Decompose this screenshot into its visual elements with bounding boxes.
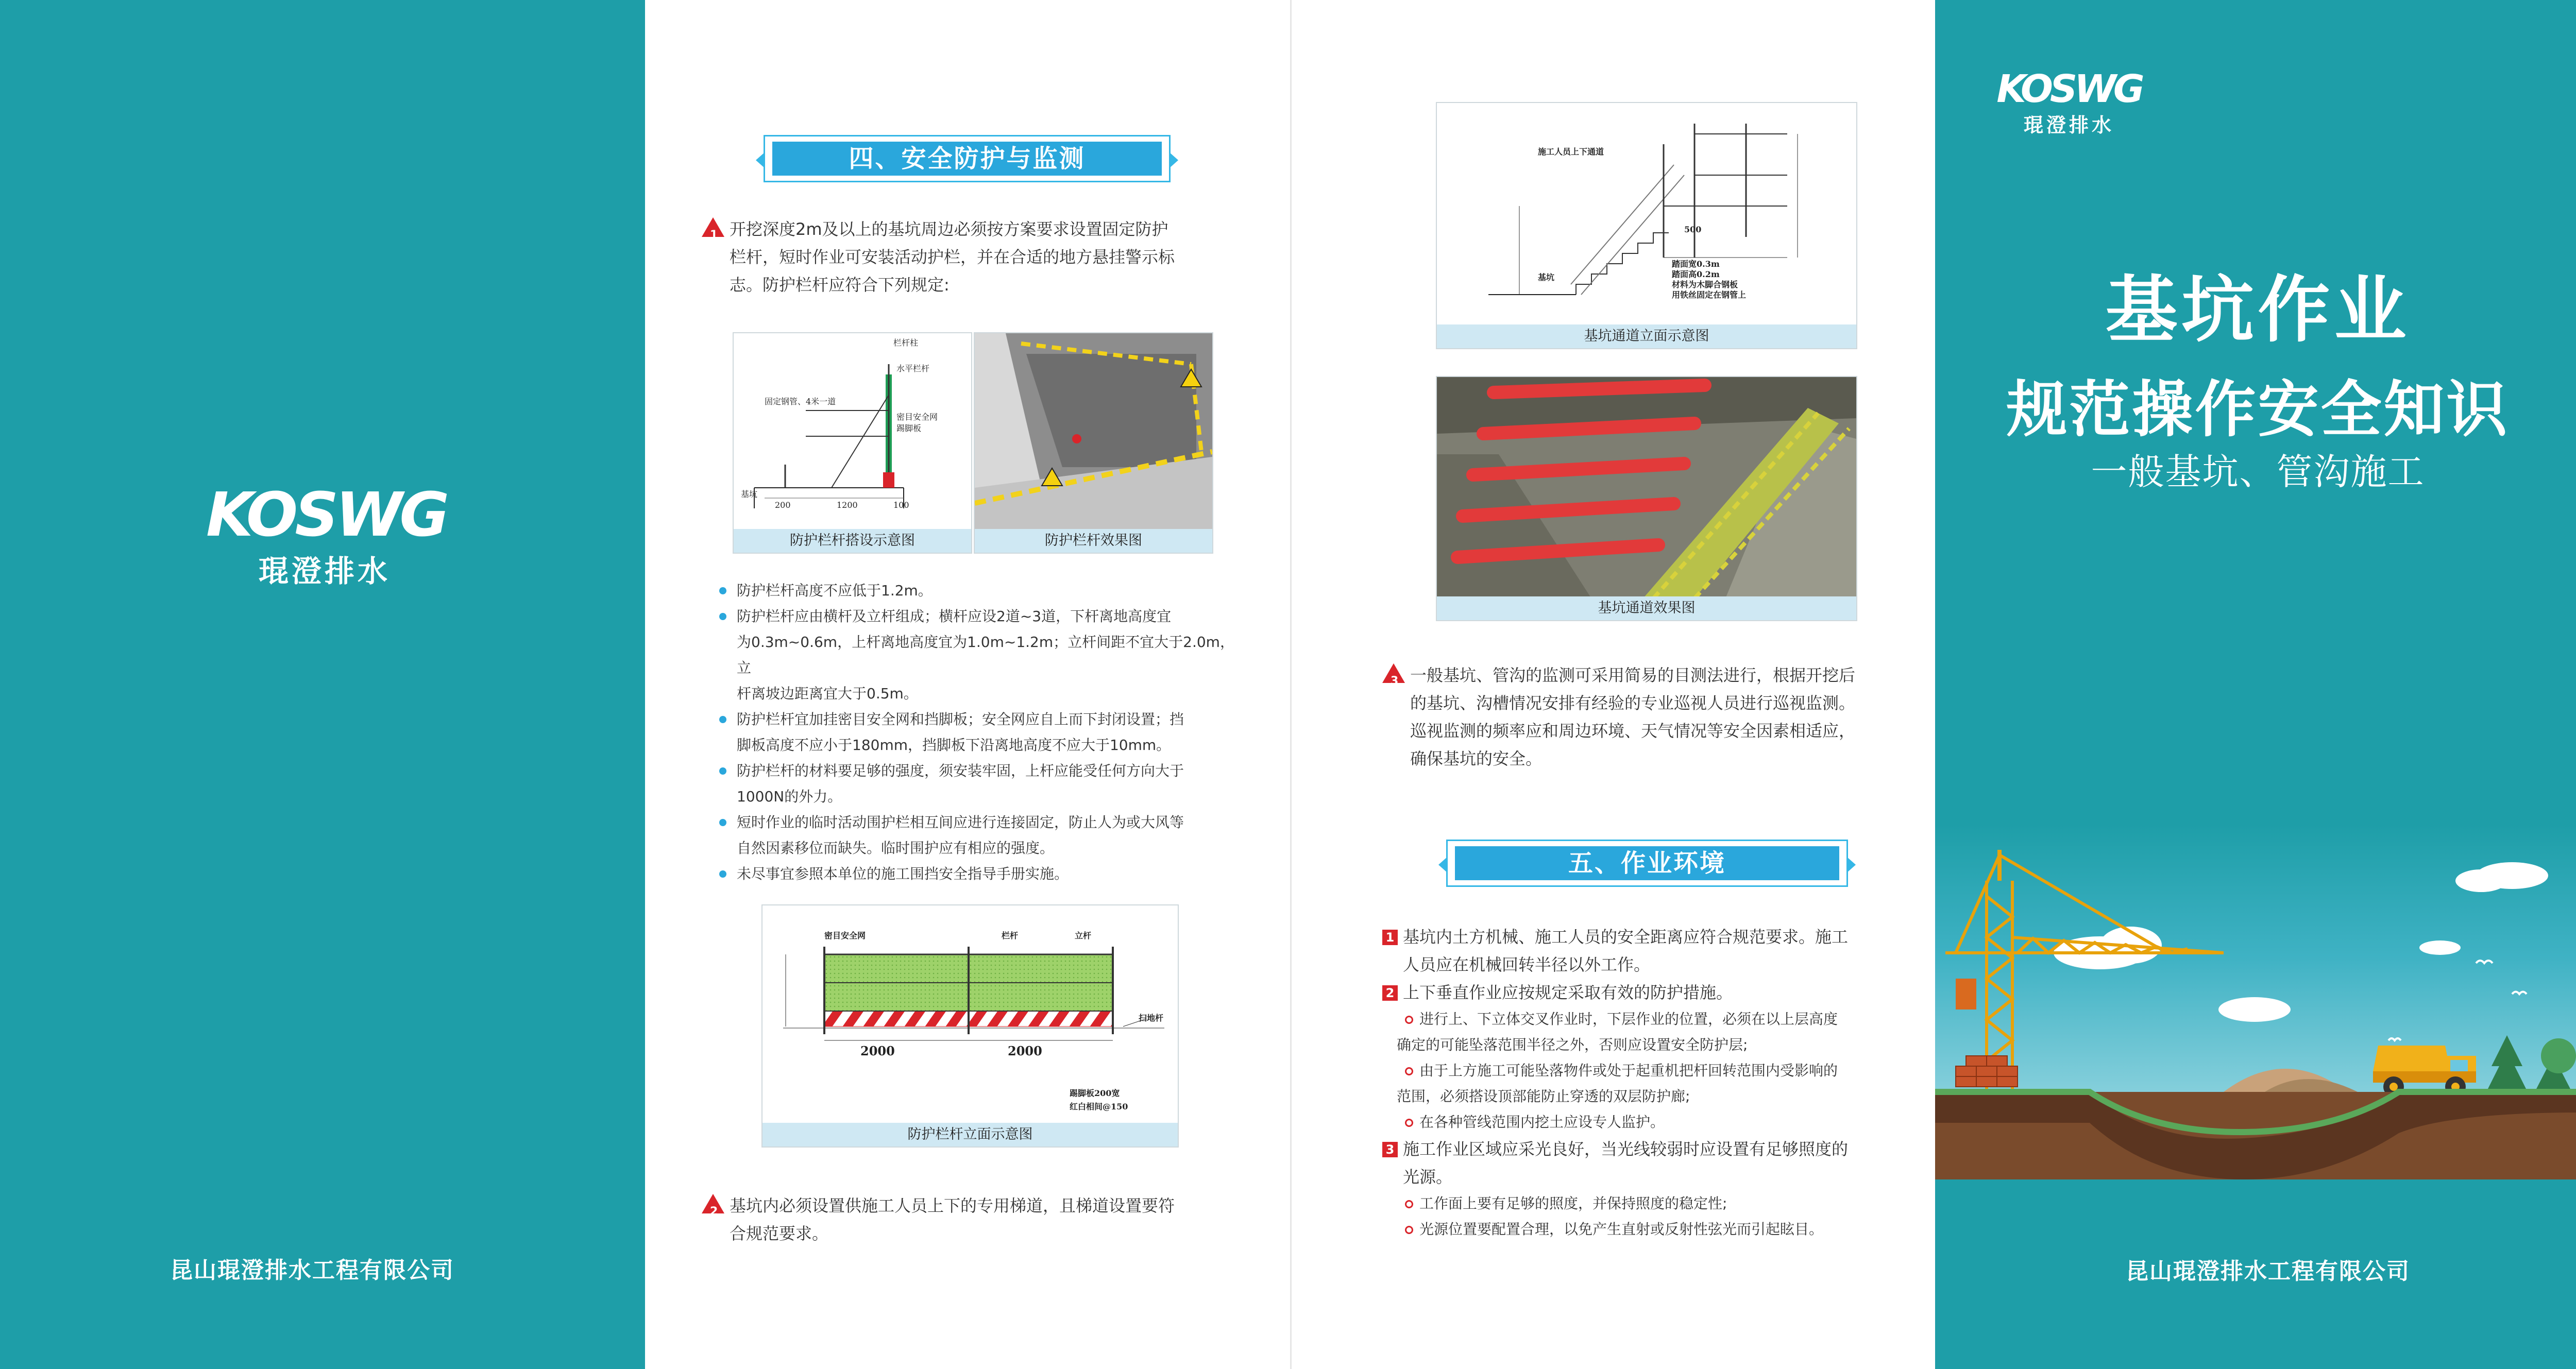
company-logo: [1992, 67, 2146, 138]
item1-paragraph: 1 开挖深度2m及以上的基坑周边必须按方案要求设置固定防护 栏杆，短时作业可安装活动护栏，并在合适的地方悬挂警示标 志。防护栏杆应符合下列规定:: [702, 215, 1248, 299]
cover-title: 基坑作业: [2105, 268, 2411, 352]
fig1-caption: 防护栏杆搭设示意图: [734, 529, 971, 553]
section4-title: 四、安全防护与监测: [772, 142, 1162, 176]
company-name: 昆山琨澄排水工程有限公司: [170, 1257, 454, 1284]
warning-triangle-icon: 2: [702, 1194, 724, 1213]
list-item: 3 施工作业区域应采光良好，当光线较弱时应设置有足够照度的 光源。 工作面上要有足够的照度，并保持照度的稳定性; 光源位置要配置合理，以免产生直射或反射性弦光而引起眩目。: [1382, 1135, 1923, 1242]
passage-elevation-diagram: 施工人员上下通道 基坑 500 踏面宽0.3m 踏面高0.2m 材料为木脚合钢板 用铁丝固定在钢管上 基坑通道立面示意图: [1436, 102, 1857, 349]
passage-effect-drawing: [1437, 377, 1856, 598]
logo-subtitle: 琨澄排水: [258, 554, 391, 589]
environment-list: [1382, 923, 1923, 1242]
railing-setup-drawing: [734, 333, 971, 529]
passage-elevation-drawing: [1437, 103, 1856, 324]
inner-left-panel: [645, 0, 1290, 1369]
front-cover-panel: [1935, 0, 2576, 1369]
railing-elevation-diagram: 密目安全网 栏杆 立杆 扫地杆 2000 2000 踢脚板200宽 红白相间@150 防护栏杆立面示意图: [761, 904, 1179, 1148]
railing-effect-drawing: [975, 333, 1212, 529]
fig2-caption: 防护栏杆效果图: [975, 529, 1212, 553]
railing-effect-render: [974, 332, 1213, 554]
company-logo: [206, 479, 447, 590]
logo-subtitle: 琨澄排水: [2023, 114, 2114, 136]
logo-mark: KOSWG: [1996, 67, 2142, 111]
list-item: 防护栏杆的材料要足够的强度，须安装牢固，上杆应能受任何方向大于 1000N的外力。: [717, 758, 1253, 810]
list-item: 短时作业的临时活动围护栏相互间应进行连接固定，防止人为或大风等 自然因素移位而缺失。临时围护应有相应的强度。: [717, 810, 1253, 861]
passage-effect-render: [1436, 376, 1857, 621]
construction-scene-illustration: [1935, 824, 2576, 1205]
item3-paragraph: 3 一般基坑、管沟的监测可采用简易的目测法进行，根据开挖后 的基坑、沟槽情况安排有经验的专业巡视人员进行巡视监测。 巡视监测的频率应和周边环境、天气情况等安全因素相适应， 确保基坑的安全。: [1382, 661, 1918, 773]
railing-rules-list: [717, 578, 1253, 887]
warning-triangle-icon: 3: [1382, 663, 1405, 683]
fig3-caption: 防护栏杆立面示意图: [762, 1123, 1178, 1146]
fig5-caption: 基坑通道效果图: [1437, 596, 1856, 620]
company-name: 昆山琨澄排水工程有限公司: [2126, 1258, 2410, 1285]
inner-right-panel: [1290, 0, 1935, 1369]
railing-setup-diagram: 栏杆柱 水平栏杆 固定钢管、4米一道 密目安全网 踢脚板 基坑 200 1200 100 防护栏杆搭设示意图: [733, 332, 972, 554]
fig4-caption: 基坑通道立面示意图: [1437, 324, 1856, 348]
section4-header: [764, 135, 1171, 182]
list-item: 1 基坑内土方机械、施工人员的安全距离应符合规范要求。施工 人员应在机械回转半径以外工作。: [1382, 923, 1923, 979]
logo-mark: KOSWG: [206, 479, 447, 550]
section5-header: [1446, 840, 1848, 887]
cover-subtitle-2: 一般基坑、管沟施工: [2091, 451, 2425, 493]
list-item: 防护栏杆宜加挂密目安全网和挡脚板；安全网应自上而下封闭设置；挡 脚板高度不应小于180mm，挡脚板下沿离地高度不应大于10mm。: [717, 707, 1253, 758]
item2-paragraph: 2 基坑内必须设置供施工人员上下的专用梯道，且梯道设置要符 合规范要求。: [702, 1192, 1248, 1247]
list-item: 2 上下垂直作业应按规定采取有效的防护措施。 进行上、下立体交叉作业时，下层作业的位置，必须在以上层高度 确定的可能坠落范围半径之外，否则应设置安全防护层; 由于上方施工可能坠落物件或处于起重机把杆回转范围内受影响的 范围，必须搭设顶部能防止穿透的双层防护廊; 在各种管线范围内挖土应设专人监护。: [1382, 979, 1923, 1135]
warning-triangle-icon: 1: [702, 217, 724, 237]
cover-subtitle: 规范操作安全知识: [2006, 373, 2510, 445]
list-item: 防护栏杆高度不应低于1.2m。: [717, 578, 1253, 604]
back-cover-panel: [0, 0, 645, 1369]
list-item: 防护栏杆应由横杆及立杆组成；横杆应设2道~3道，下杆离地高度宜 为0.3m~0.6m，上杆离地高度宜为1.0m~1.2m；立杆间距不宜大于2.0m， 立 杆离坡边距离宜大于0.5m。: [717, 604, 1253, 707]
list-item: 未尽事宜参照本单位的施工围挡安全指导手册实施。: [717, 861, 1253, 887]
section5-title: 五、作业环境: [1455, 846, 1839, 880]
